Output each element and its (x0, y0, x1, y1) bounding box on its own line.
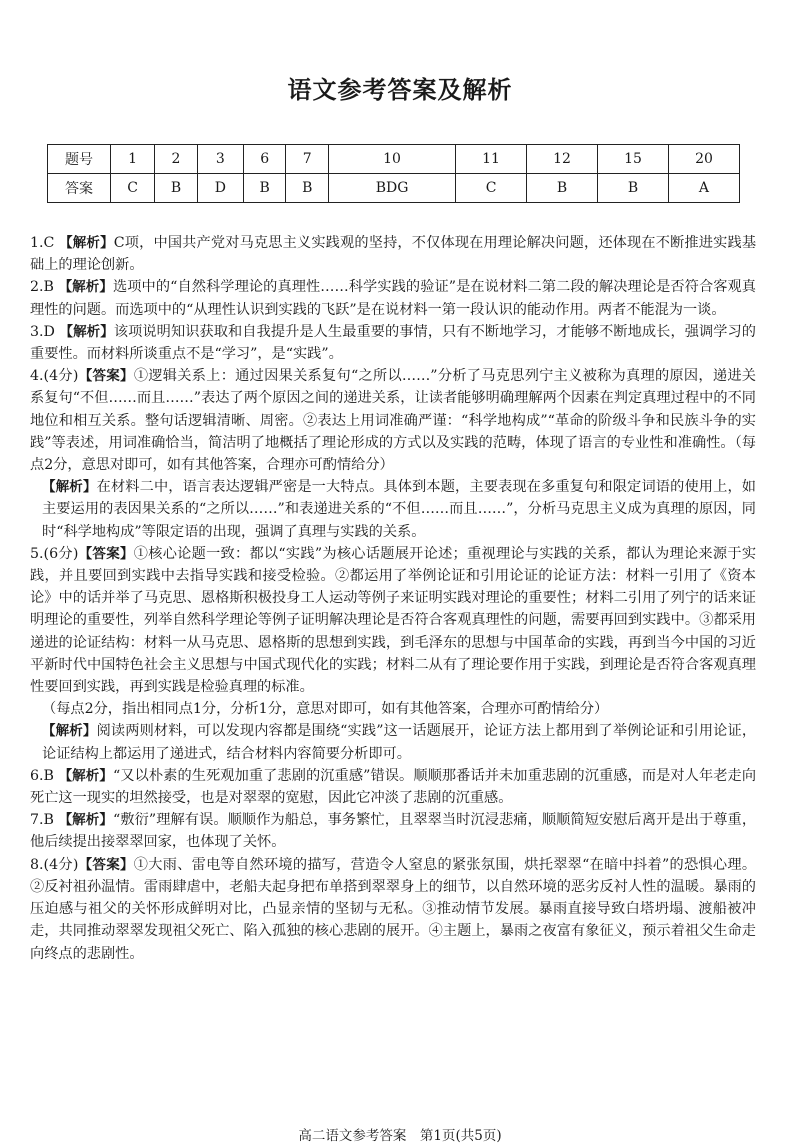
answer-cell: B (155, 174, 198, 203)
answer-table (47, 144, 740, 203)
question-number: 2 (155, 145, 198, 174)
item-text: ①核心论题一致：都以“实践”为核心话题展开论述；重视理论与实践的关系，都认为理论来源于实践，并且要回到实践中去指导实践和接受检验。②都运用了举例论证和引用论证的论证方法：材料一引用了《资本论》中的话并举了马克思、恩格斯积极投身工人运动等例子来证明实践对理论的重要性；材料二引用了列宁的话来证明理论的重要性，列举自然科学理论等例子证明解决理论是否符合客观真理性的问题，需要再回到实践中。③都采用递进的论证结构：材料一从马克思、恩格斯的思想到实践，到毛泽东的思想与中国革命的实践，再到当今中国的习近平新时代中国特色社会主义思想与中国式现代化的实践；材料二从有了理论要作用于实践，到理论是否符合客观真理性要回到实践，再到实践是检验真理的标准。 (30, 545, 757, 696)
answer-tag: 【答案】 (78, 856, 134, 873)
answer-explanations (30, 232, 756, 965)
question-number: 3 (197, 145, 243, 174)
answer-cell: BDG (329, 174, 456, 203)
answer-tag: 【答案】 (78, 368, 134, 385)
item-analysis: 在材料二中，语言表达逻辑严密是一大特点。具体到本题，主要表现在多重复句和限定词语的使用上，如主要运用的表因果关系的“之所以……”和表递进关系的“不但……而且……”，分析马克思主义成为真理的原因，同时“科学地构成”等限定语的出现，强调了真理与实践的关系。 (42, 479, 756, 540)
item-number: 7.B (30, 812, 54, 829)
item-number: 3.D (30, 323, 55, 340)
item-7 (30, 809, 756, 853)
analysis-tag: 【解析】 (58, 812, 113, 829)
item-text: ①大雨、雷电等自然环境的描写，营造令人窒息的紧张氛围，烘托翠翠“在暗中抖着”的恐惧心理。②反衬祖孙温情。雷雨肆虐中，老船夫起身把布单搭到翠翠身上的细节，以自然环境的恶劣反衬人性的温暖。暴雨的压迫感与祖父的关怀形成鲜明对比，凸显亲情的坚韧与无私。③推动情节发展。暴雨直接导致白塔坍塌、渡船被冲走，共同推动翠翠发现祖父死亡、陷入孤独的核心悲剧的展开。④主题上，暴雨之夜富有象征义，预示着祖父生命走向终点的悲剧性。 (30, 856, 757, 962)
item-8 (30, 854, 756, 965)
item-text: C项，中国共产党对马克思主义实践观的坚持，不仅体现在用理论解决问题，还体现在不断推进实践基础上的理论创新。 (30, 235, 757, 274)
row-header: 答案 (48, 174, 111, 203)
answer-cell: D (197, 174, 243, 203)
row-header: 题号 (48, 145, 111, 174)
item-text: 选项中的“自然科学理论的真理性……科学实践的验证”是在说材料二第二段的解决理论是否符合客观真理性的问题。而选项中的“从理性认识到实践的飞跃”是在说材料一第一段认识的能动作用。两者不能混为一谈。 (30, 279, 756, 318)
analysis-tag: 【解析】 (58, 767, 113, 784)
question-number: 11 (456, 145, 527, 174)
item-3 (30, 321, 756, 365)
question-number: 6 (243, 145, 286, 174)
item-5 (30, 543, 756, 765)
answer-cell: A (668, 174, 739, 203)
item-text: 该项说明知识获取和自我提升是人生最重要的事情，只有不断地学习，才能够不断地成长，强调学习的重要性。而材料所谈重点不是“学习”，是“实践”。 (30, 323, 756, 363)
question-number: 1 (111, 145, 155, 174)
item-2 (30, 276, 756, 320)
question-number: 15 (598, 145, 669, 174)
item-number: 5.(6分) (30, 545, 79, 562)
question-number: 12 (527, 145, 598, 174)
answer-cell: C (456, 174, 527, 203)
question-number: 20 (668, 145, 739, 174)
answer-cell: B (286, 174, 329, 203)
item-6 (30, 765, 756, 809)
item-number: 2.B (30, 279, 54, 296)
item-text: “敷衍”理解有误。顺顺作为船总，事务繁忙，且翠翠当时沉浸悲痛，顺顺简短安慰后离开是出于尊重，他后续提出接翠翠回家，也体现了关怀。 (30, 812, 757, 851)
analysis-tag: 【解析】 (58, 279, 113, 296)
analysis-tag: 【解析】 (42, 479, 97, 496)
analysis-tag: 【解析】 (59, 323, 114, 340)
answer-cell: C (111, 174, 155, 203)
page-title: 语文参考答案及解析 (287, 76, 513, 104)
item-text: “又以朴素的生死观加重了悲剧的沉重感”错误。顺顺那番话并未加重悲剧的沉重感，而是对人年老走向死亡这一现实的坦然接受，也是对翠翠的宽慰，因此它冲淡了悲剧的沉重感。 (30, 767, 757, 807)
table-row (48, 174, 740, 203)
item-number: 8.(4分) (30, 856, 79, 873)
answer-tag: 【答案】 (78, 545, 134, 562)
page-footer: 高二语文参考答案 第1页(共5页) (298, 1128, 502, 1144)
item-1 (30, 232, 756, 276)
answer-cell: B (598, 174, 669, 203)
answer-cell: B (243, 174, 286, 203)
item-number: 6.B (30, 767, 54, 784)
analysis-tag: 【解析】 (42, 723, 97, 740)
item-number: 4.(4分) (30, 368, 79, 385)
answer-cell: B (527, 174, 598, 203)
question-number: 7 (286, 145, 329, 174)
item-analysis: 阅读两则材料，可以发现内容都是围绕“实践”这一话题展开，论证方法上都用到了举例论证和引用论证，论证结构上都运用了递进式，结合材料内容简要分析即可。 (42, 723, 757, 762)
scoring-note: （每点2分，指出相同点1分，分析1分，意思对即可，如有其他答案，合理亦可酌情给分） (42, 701, 609, 718)
item-text: ①逻辑关系上：通过因果关系复句“之所以……”分析了马克思列宁主义被称为真理的原因，递进关系复句“不但……而且……”表达了两个原因之间的递进关系，让读者能够明确理解两个因素在判定真理过程中的不同地位和相互关系。整句话逻辑清晰、周密。②表达上用词准确严谨：“科学地构成”“革命的阶级斗争和民族斗争的实践”等表述，用词准确恰当，简洁明了地概括了理论形成的方式以及实践的范畴，体现了语言的专业性和准确性。（每点2分，意思对即可，如有其他答案，合理亦可酌情给分） (30, 368, 756, 474)
question-number: 10 (329, 145, 456, 174)
table-row (48, 145, 740, 174)
item-4 (30, 365, 756, 543)
analysis-tag: 【解析】 (59, 235, 114, 251)
item-number: 1.C (30, 235, 55, 251)
